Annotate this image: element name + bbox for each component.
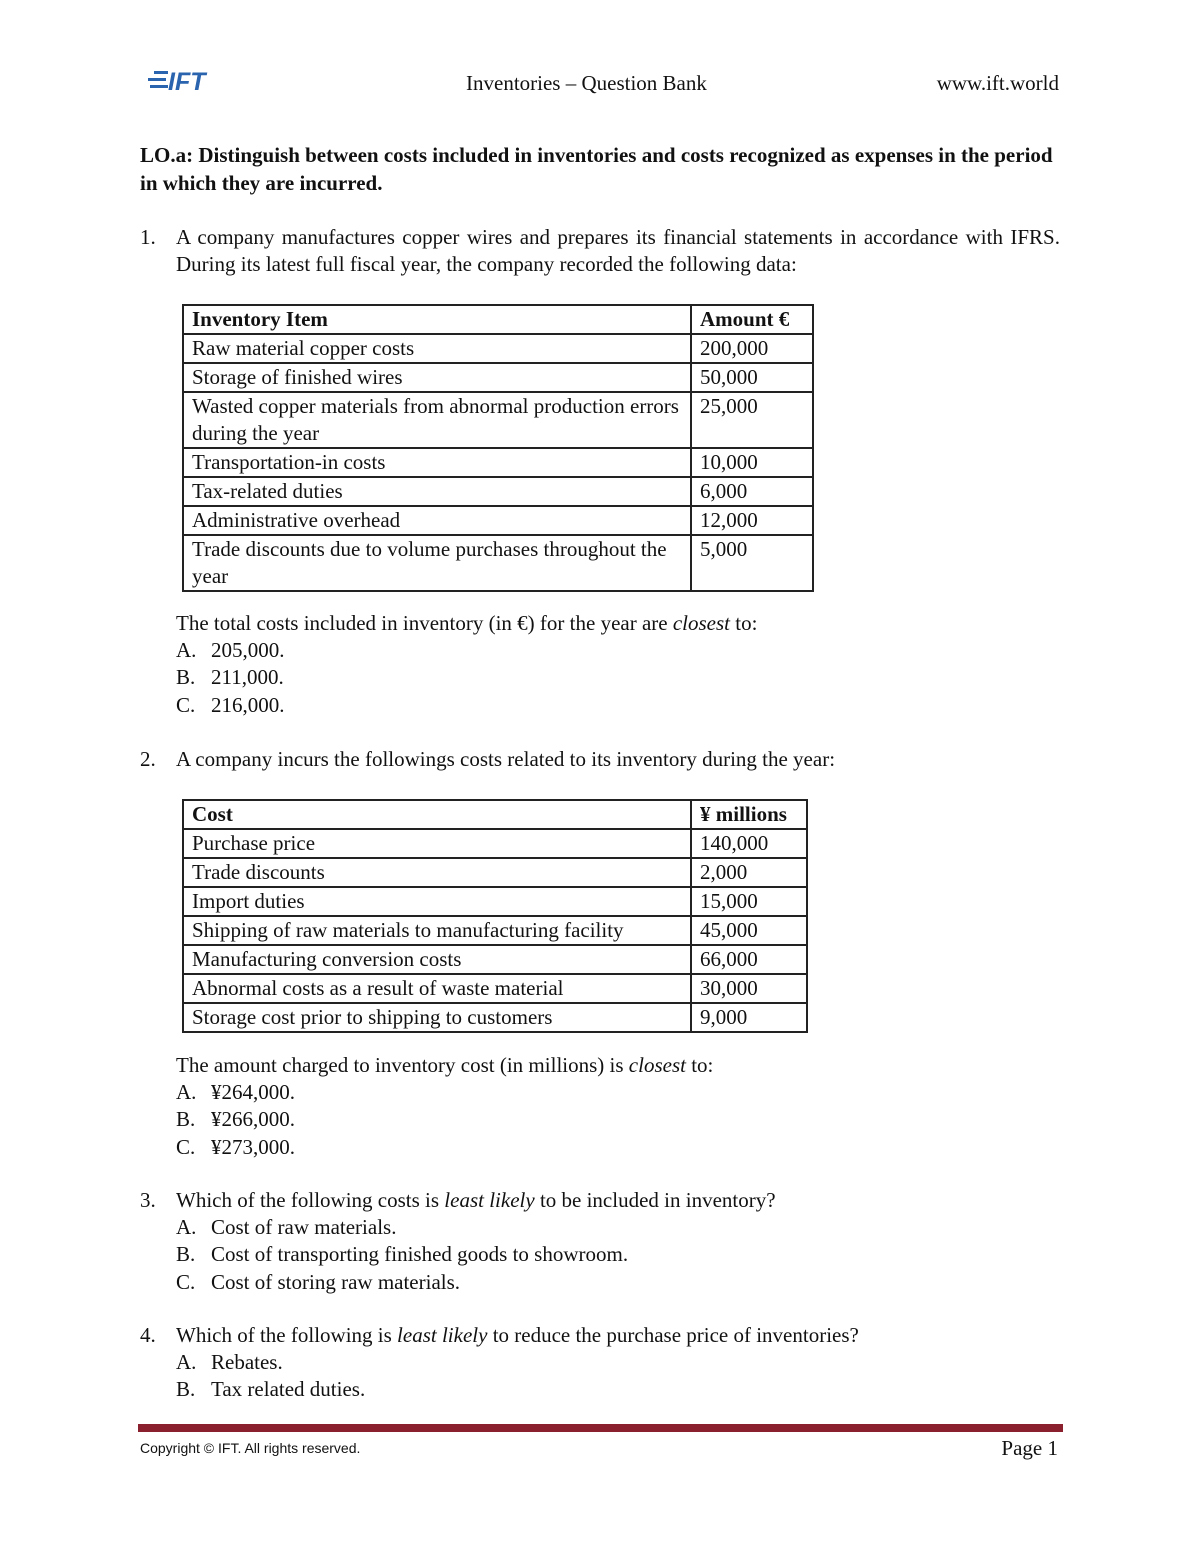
answer-option[interactable]: B. Cost of transporting finished goods to showroom.	[176, 1242, 629, 1267]
item-cell: Raw material copper costs	[183, 334, 691, 363]
table-row	[183, 334, 813, 363]
table-row	[183, 363, 813, 392]
table-row	[183, 887, 807, 916]
footer-divider	[138, 1424, 1063, 1432]
header-cell: Cost	[183, 800, 691, 829]
amount-cell: 30,000	[691, 974, 807, 1003]
amount-cell: 12,000	[691, 506, 813, 535]
table-row	[183, 535, 813, 591]
question-text: A company incurs the followings costs related to its inventory during the year:	[176, 747, 836, 771]
table-row	[183, 1003, 807, 1032]
answer-option[interactable]: A. Cost of raw materials.	[176, 1215, 397, 1239]
table-row	[183, 506, 813, 535]
item-cell: Storage of finished wires	[183, 363, 691, 392]
table-row	[183, 448, 813, 477]
amount-cell: 200,000	[691, 334, 813, 363]
item-cell: Abnormal costs as a result of waste material	[183, 974, 691, 1003]
options-list	[176, 1214, 628, 1296]
item-cell: Administrative overhead	[183, 506, 691, 535]
table-row	[183, 916, 807, 945]
amount-cell: 66,000	[691, 945, 807, 974]
amount-cell: 9,000	[691, 1003, 807, 1032]
answer-option[interactable]: C. 216,000.	[176, 692, 285, 717]
inventory-table-1	[182, 304, 814, 592]
header-title: Inventories – Question Bank	[466, 71, 707, 95]
question-text: Which of the following costs is least likely to be included in inventory?	[176, 1188, 776, 1212]
answer-option[interactable]: A. Rebates.	[176, 1350, 283, 1374]
options-list	[176, 1079, 295, 1161]
answer-option[interactable]: C. ¥273,000.	[176, 1134, 295, 1159]
copyright-notice: Copyright © IFT. All rights reserved.	[140, 1440, 361, 1456]
table-row	[183, 974, 807, 1003]
item-cell: Wasted copper materials from abnormal production errors during the year	[183, 392, 691, 448]
options-list	[176, 1349, 365, 1404]
item-cell: Manufacturing conversion costs	[183, 945, 691, 974]
amount-cell: 6,000	[691, 477, 813, 506]
svg-text:IFT: IFT	[168, 68, 206, 94]
amount-cell: 15,000	[691, 887, 807, 916]
table-row	[183, 392, 813, 448]
question-stem: The amount charged to inventory cost (in millions) is closest to:	[176, 1053, 714, 1077]
answer-option[interactable]: B. 211,000.	[176, 665, 284, 690]
question-number: 4.	[140, 1323, 156, 1347]
item-cell: Trade discounts	[183, 858, 691, 887]
question-number: 2.	[140, 747, 156, 771]
item-cell: Tax-related duties	[183, 477, 691, 506]
inventory-table-2	[182, 799, 808, 1033]
answer-option[interactable]: A. ¥264,000.	[176, 1080, 295, 1104]
table-row	[183, 829, 807, 858]
answer-option[interactable]: C. Cost of storing raw materials.	[176, 1269, 461, 1294]
answer-option[interactable]: B. ¥266,000.	[176, 1107, 295, 1132]
question-3	[140, 1187, 1060, 1214]
item-cell: Import duties	[183, 887, 691, 916]
item-cell: Transportation-in costs	[183, 448, 691, 477]
question-text: A company manufactures copper wires and prepares its financial statements in accordance with IFRS. During its latest full fiscal year, the company recorded the following data:	[176, 225, 1060, 276]
item-cell: Storage cost prior to shipping to customers	[183, 1003, 691, 1032]
answer-option[interactable]: B. Tax related duties.	[176, 1377, 366, 1402]
header-cell: Inventory Item	[183, 305, 691, 334]
question-4	[140, 1322, 1060, 1349]
question-stem: The total costs included in inventory (in €) for the year are closest to:	[176, 611, 758, 635]
item-cell: Shipping of raw materials to manufacturing facility	[183, 916, 691, 945]
table-row	[183, 858, 807, 887]
amount-cell: 2,000	[691, 858, 807, 887]
amount-cell: 5,000	[691, 535, 813, 591]
page-number: Page 1	[1001, 1436, 1058, 1460]
ift-logo	[148, 68, 230, 94]
amount-cell: 140,000	[691, 829, 807, 858]
question-number: 1.	[140, 225, 156, 249]
table-row	[183, 945, 807, 974]
question-2	[140, 746, 1060, 773]
item-cell: Purchase price	[183, 829, 691, 858]
question-number: 3.	[140, 1188, 156, 1212]
lo-heading: LO.a: Distinguish between costs included in inventories and costs recognized as expenses in the period in which they are incurred.	[140, 143, 1053, 195]
amount-cell: 25,000	[691, 392, 813, 448]
options-list	[176, 637, 285, 719]
header-cell: Amount €	[691, 305, 813, 334]
amount-cell: 10,000	[691, 448, 813, 477]
header-url[interactable]: www.ift.world	[936, 71, 1059, 95]
table-header-row	[183, 305, 813, 334]
header-cell: ¥ millions	[691, 800, 807, 829]
amount-cell: 45,000	[691, 916, 807, 945]
amount-cell: 50,000	[691, 363, 813, 392]
answer-option[interactable]: A. 205,000.	[176, 638, 285, 662]
table-row	[183, 477, 813, 506]
question-1	[140, 224, 1060, 278]
table-header-row	[183, 800, 807, 829]
question-text: Which of the following is least likely to reduce the purchase price of inventories?	[176, 1323, 859, 1347]
item-cell: Trade discounts due to volume purchases throughout the year	[183, 535, 691, 591]
